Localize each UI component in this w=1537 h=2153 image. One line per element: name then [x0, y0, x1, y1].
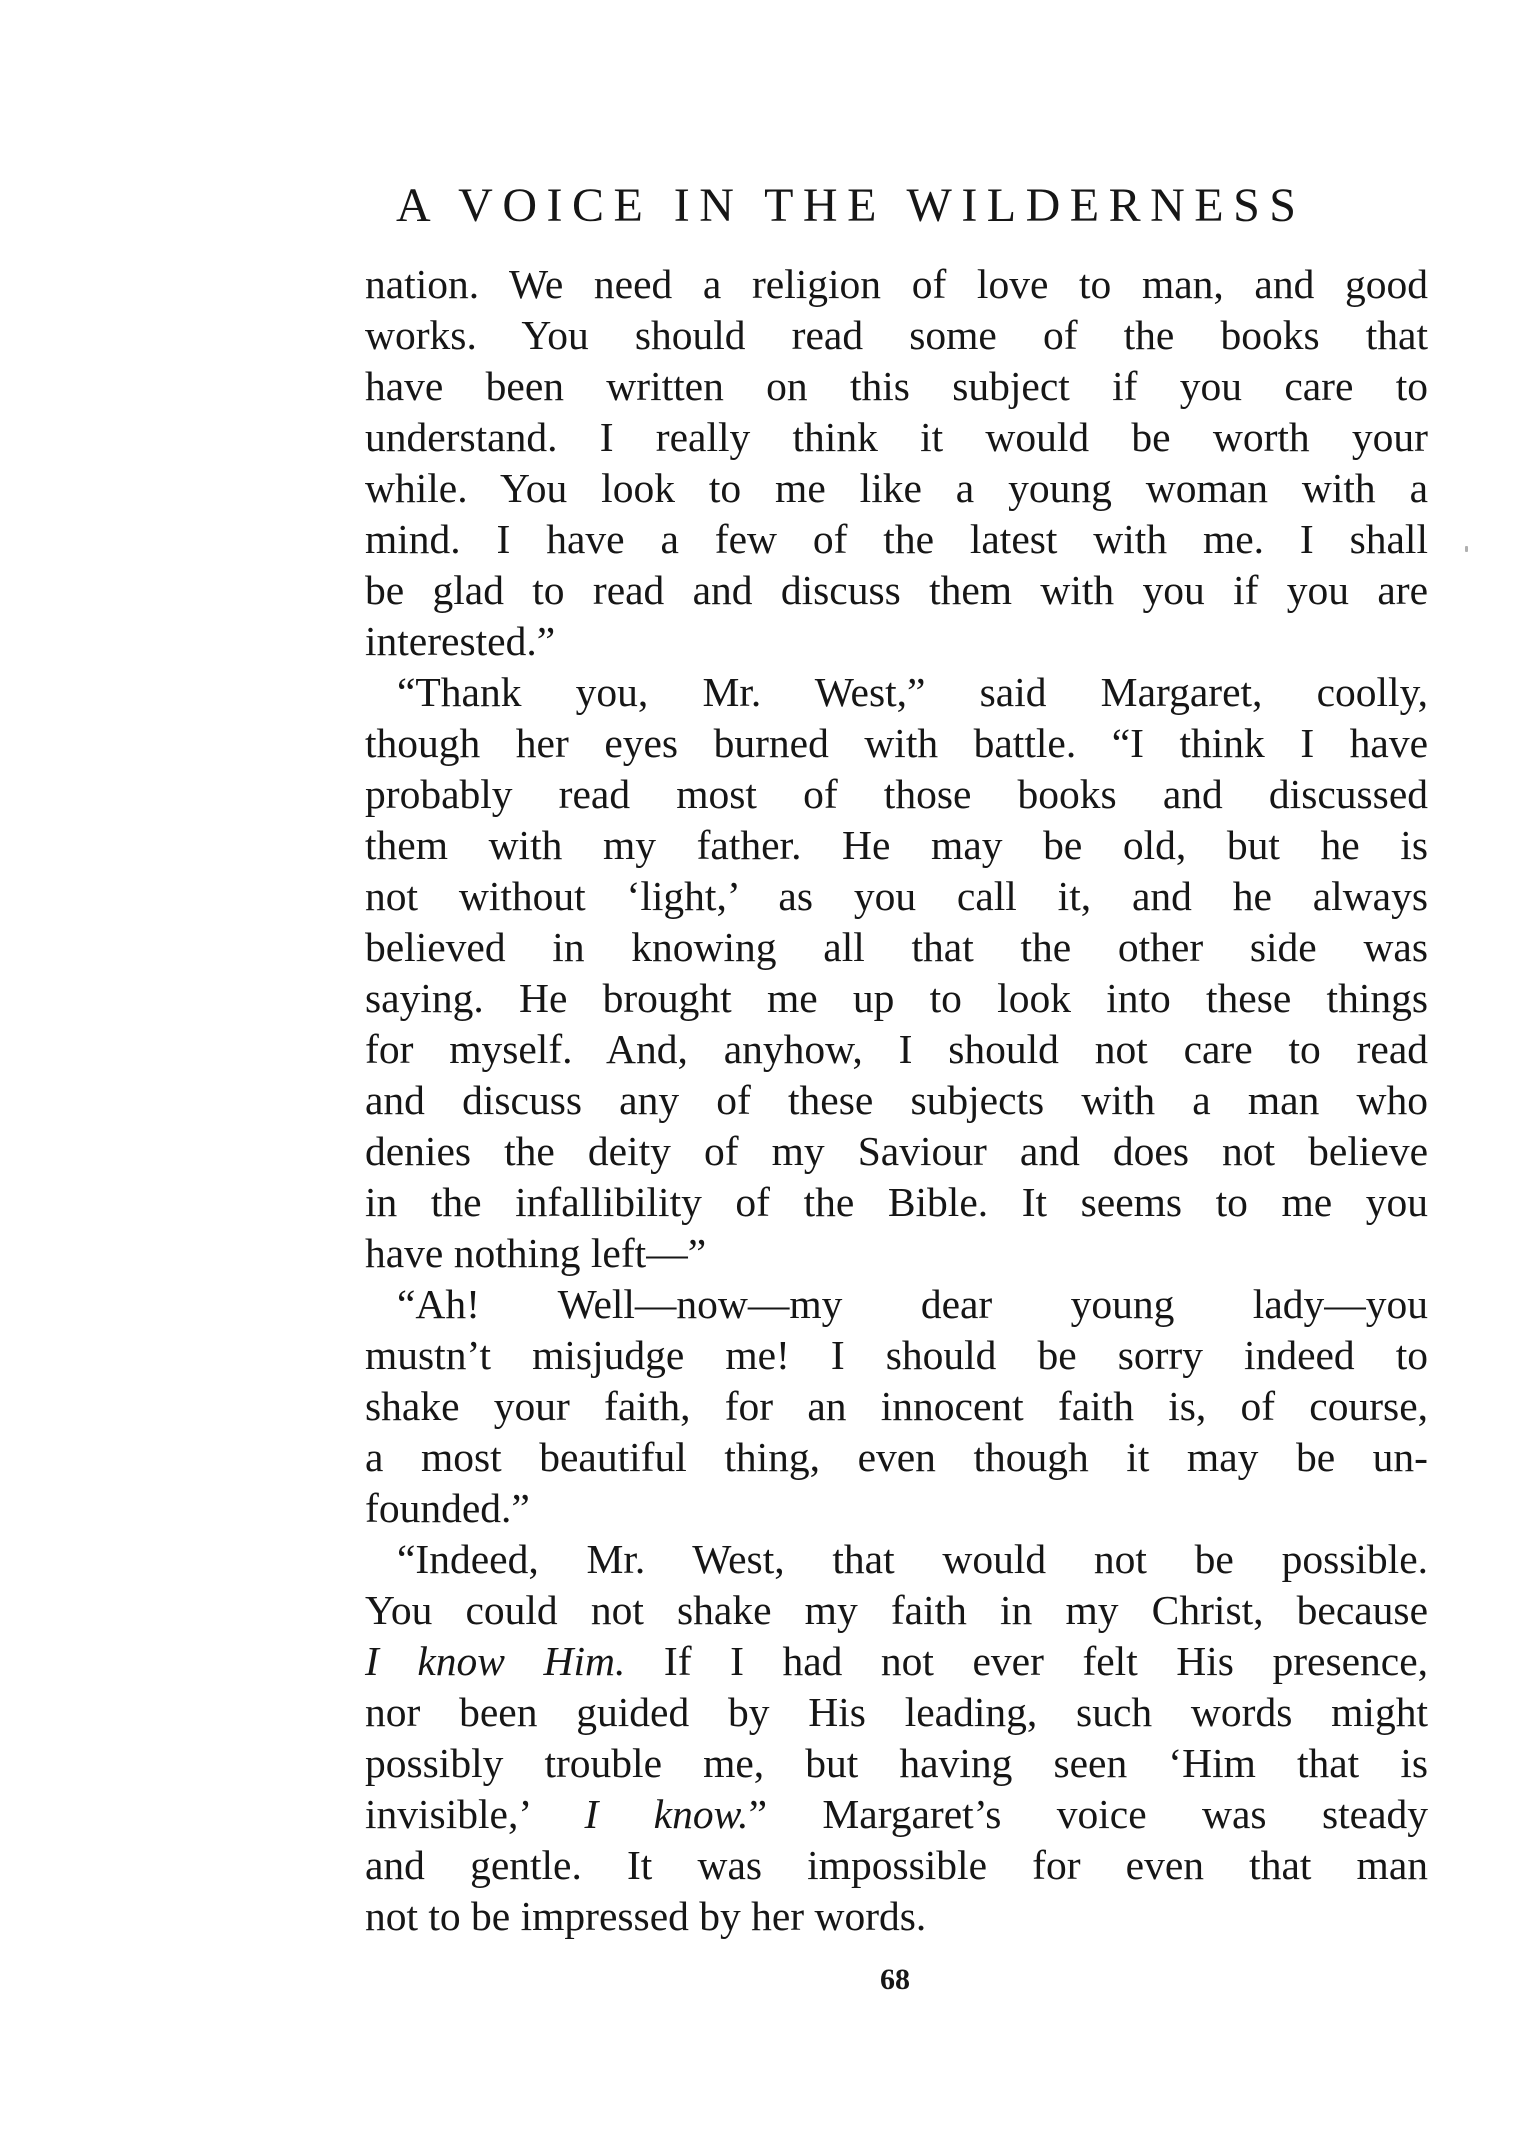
text-segment: If I had not ever felt His presence,	[625, 1638, 1429, 1684]
text-line: and discuss any of these subjects with a man who	[365, 1077, 1428, 1123]
text-line: them with my father. He may be old, but he is	[365, 822, 1428, 868]
text-line	[365, 1636, 1428, 1687]
text-line: possibly trouble me, but having seen ‘Him that is	[365, 1740, 1428, 1786]
text-line: be glad to read and discuss them with you if you are	[365, 567, 1428, 613]
text-line: understand. I really think it would be worth your	[365, 414, 1428, 460]
text-line	[365, 1789, 1428, 1840]
text-line: for myself. And, anyhow, I should not care to read	[365, 1026, 1428, 1072]
text-line: not without ‘light,’ as you call it, and he always	[365, 873, 1428, 919]
text-line: not to be impressed by her words.	[365, 1893, 927, 1939]
text-line: “Ah! Well—now—my dear young lady—you	[397, 1281, 1428, 1327]
running-head: A VOICE IN THE WILDERNESS	[396, 179, 1306, 232]
text-line: interested.”	[365, 618, 556, 664]
text-line: You could not shake my faith in my Christ, because	[365, 1587, 1428, 1633]
text-line: a most beautiful thing, even though it may be un-	[365, 1434, 1428, 1480]
emphasis-text: I know Him.	[365, 1638, 626, 1684]
text-line: “Indeed, Mr. West, that would not be possible.	[397, 1536, 1428, 1582]
emphasis-text: I know.	[584, 1791, 749, 1837]
text-line: while. You look to me like a young woman with a	[365, 465, 1428, 511]
page-number: 68	[880, 1963, 910, 1996]
text-line: and gentle. It was impossible for even that man	[365, 1842, 1428, 1888]
text-line: shake your faith, for an innocent faith is, of course,	[365, 1383, 1428, 1429]
text-line: have been written on this subject if you care to	[365, 363, 1428, 409]
text-segment: invisible,’	[365, 1791, 585, 1837]
text-line: believed in knowing all that the other side was	[365, 924, 1428, 970]
text-line: have nothing left—”	[365, 1230, 707, 1276]
body-text	[365, 259, 1428, 1942]
text-line: founded.”	[365, 1485, 530, 1531]
text-line: works. You should read some of the books that	[365, 312, 1428, 358]
text-line: nor been guided by His leading, such words might	[365, 1689, 1428, 1735]
text-line: though her eyes burned with battle. “I think I have	[365, 720, 1428, 766]
text-line: saying. He brought me up to look into these things	[365, 975, 1428, 1021]
text-line: mustn’t misjudge me! I should be sorry indeed to	[365, 1332, 1428, 1378]
text-line: in the infallibility of the Bible. It seems to me you	[365, 1179, 1428, 1225]
text-line: denies the deity of my Saviour and does not believe	[365, 1128, 1428, 1174]
text-line: nation. We need a religion of love to man, and good	[365, 261, 1428, 307]
margin-speck	[1465, 546, 1468, 552]
text-segment: ” Margaret’s voice was steady	[748, 1791, 1428, 1837]
text-line: “Thank you, Mr. West,” said Margaret, coolly,	[397, 669, 1428, 715]
text-line: mind. I have a few of the latest with me. I shall	[365, 516, 1428, 562]
text-line: probably read most of those books and discussed	[365, 771, 1428, 817]
